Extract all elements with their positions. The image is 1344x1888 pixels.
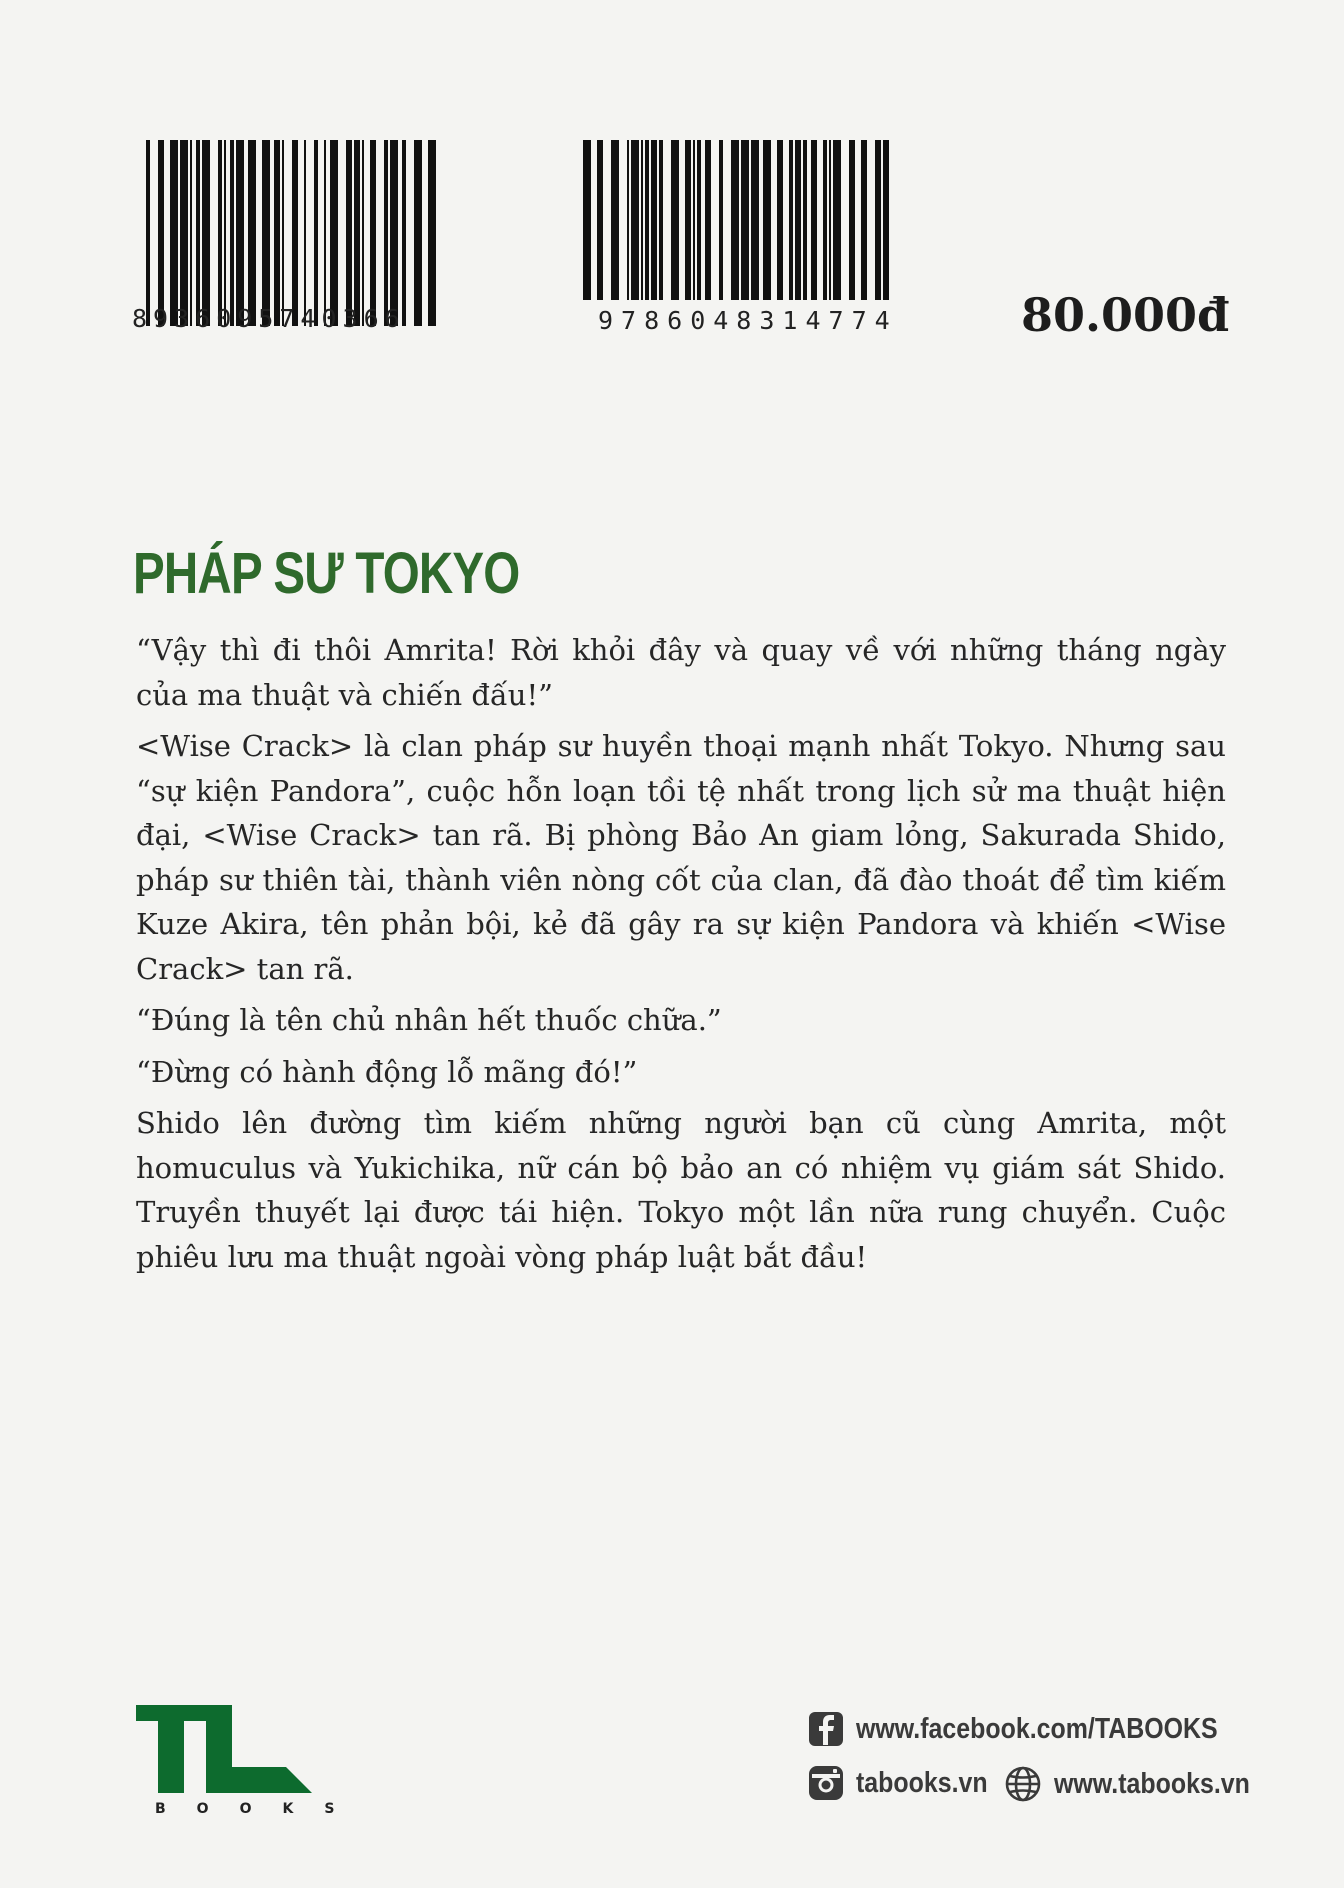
barcode-bar xyxy=(224,140,226,326)
barcode-bar xyxy=(414,140,422,326)
isbn-barcode-number: 9786048314774 xyxy=(598,306,898,335)
barcode-bar xyxy=(146,140,150,326)
barcode-bar xyxy=(741,140,749,300)
barcode-bar xyxy=(645,140,649,300)
barcode-bar xyxy=(651,140,657,300)
facebook-url: www.facebook.com/TABOOKS xyxy=(856,1712,1218,1745)
website-url: www.tabooks.vn xyxy=(1054,1767,1250,1800)
barcode-bar xyxy=(304,140,306,326)
ta-logo-icon xyxy=(136,1705,312,1797)
blurb-paragraph: Shido lên đường tìm kiếm những người bạn cũ cùng Amrita, một homuculus và Yukichika, nữ cán bộ bảo an có nhiệm vụ giám sát Shido. Truyền thuyết lại được tái hiện. Tokyo một lần nữa rung chuyển. Cuộc phiêu lưu ma thuật ngoài vòng pháp luật bắt đầu! xyxy=(136,1106,1226,1274)
barcode-bar xyxy=(402,140,406,326)
isbn-barcode-bars xyxy=(583,140,897,300)
barcode-bar xyxy=(693,140,695,300)
ean-barcode-bars xyxy=(146,140,442,326)
barcode-bar xyxy=(170,140,178,326)
barcode-bar xyxy=(671,140,679,300)
instagram-handle: tabooks.vn xyxy=(856,1766,988,1799)
blurb-paragraph: “Đừng có hành động lỗ mãng đó!” xyxy=(136,1054,638,1089)
website-link[interactable] xyxy=(1004,1765,1282,1803)
barcode-bar xyxy=(811,140,817,300)
book-title: PHÁP SƯ TOKYO xyxy=(133,541,520,606)
ean-barcode-number: 8936095740366 xyxy=(132,304,406,333)
barcode-bar xyxy=(330,140,338,326)
barcode-bar xyxy=(324,140,326,326)
barcode-bar xyxy=(641,140,643,300)
blurb-paragraph: “Vậy thì đi thôi Amrita! Rời khỏi đây và quay về với những tháng ngày của ma thuật và chiến đấu!” xyxy=(136,633,1226,712)
price-label: 80.000đ xyxy=(1021,288,1230,342)
barcode-bar xyxy=(362,140,364,326)
barcode-bar xyxy=(731,140,739,300)
barcode-bar xyxy=(803,140,807,300)
facebook-link[interactable] xyxy=(808,1711,1277,1747)
facebook-icon xyxy=(808,1711,844,1747)
barcode-bar xyxy=(292,140,298,326)
instagram-icon xyxy=(808,1765,844,1801)
publisher-logo xyxy=(136,1705,312,1801)
globe-icon xyxy=(1004,1765,1042,1803)
barcode-bar xyxy=(274,140,280,326)
barcode-bar xyxy=(611,140,619,300)
barcode-bar xyxy=(829,140,831,300)
barcode-bar xyxy=(190,140,192,326)
barcode-bar xyxy=(180,140,188,326)
barcode-bar xyxy=(196,140,200,326)
barcode-bar xyxy=(875,140,881,300)
barcode-bar xyxy=(795,140,801,300)
barcode-bar xyxy=(282,140,284,326)
barcode-bar xyxy=(631,140,639,300)
barcode-bar xyxy=(346,140,352,326)
barcode-bar xyxy=(390,140,398,326)
barcode-bar xyxy=(659,140,663,300)
barcode-bar xyxy=(370,140,376,326)
barcode-bar xyxy=(314,140,318,326)
barcode-bar xyxy=(719,140,723,300)
barcode-bar xyxy=(685,140,691,300)
barcode-bar xyxy=(230,140,234,326)
barcode-bar xyxy=(354,140,360,326)
barcode-bar xyxy=(883,140,889,300)
barcode-bar xyxy=(849,140,855,300)
barcode-bar xyxy=(763,140,771,300)
barcode-bar xyxy=(705,140,711,300)
ean-barcode xyxy=(146,140,442,326)
barcode-bar xyxy=(777,140,783,300)
barcode-bar xyxy=(248,140,256,326)
publisher-logo-word: BOOKS xyxy=(155,1801,366,1817)
barcode-bar xyxy=(583,140,591,300)
barcode-bar xyxy=(751,140,759,300)
barcode-bar xyxy=(218,140,222,326)
instagram-link[interactable] xyxy=(808,1765,1009,1801)
isbn-barcode xyxy=(583,140,897,300)
barcode-bar xyxy=(236,140,244,326)
blurb-paragraph: <Wise Crack> là clan pháp sư huyền thoại mạnh nhất Tokyo. Nhưng sau “sự kiện Pandora”, cuộc hỗn loạn tồi tệ nhất trong lịch sử ma thuật hiện đại, <Wise Crack> tan rã. Bị phòng Bảo An giam lỏng, Sakurada Shido, pháp sư thiên tài, thành viên nòng cốt của clan, đã đào thoát để tìm kiếm Kuze Akira, tên phản bội, kẻ đã gây ra sự kiện Pandora và khiến <Wise Crack> tan rã. xyxy=(136,729,1226,986)
blurb-text xyxy=(136,628,1226,1286)
barcode-bar xyxy=(697,140,701,300)
barcode-bar xyxy=(833,140,841,300)
barcode-bar xyxy=(428,140,436,326)
barcode-bar xyxy=(861,140,867,300)
barcode-bar xyxy=(597,140,603,300)
barcode-bar xyxy=(158,140,164,326)
barcode-bar xyxy=(202,140,210,326)
barcode-bar xyxy=(789,140,793,300)
barcode-bar xyxy=(627,140,629,300)
blurb-paragraph: “Đúng là tên chủ nhân hết thuốc chữa.” xyxy=(136,1003,722,1037)
barcode-bar xyxy=(384,140,388,326)
barcode-bar xyxy=(262,140,270,326)
barcode-bar xyxy=(823,140,827,300)
